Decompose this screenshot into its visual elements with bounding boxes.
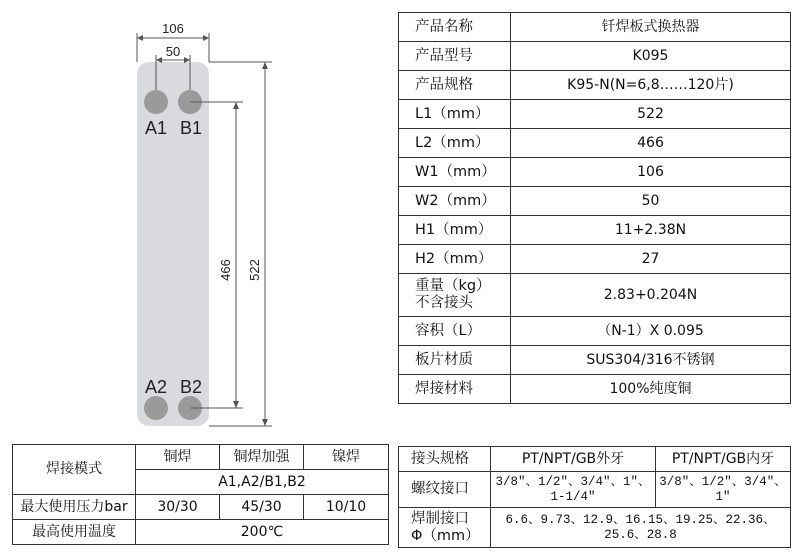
thread-external: 3/8"、1/2"、3/4"、1"、1-1/4" bbox=[491, 472, 656, 508]
port-a1-label: A1 bbox=[144, 118, 168, 138]
weight-key-line2: 不含接头 bbox=[415, 295, 473, 311]
connector-header-label: 接头规格 bbox=[399, 447, 491, 472]
spec-value: K095 bbox=[511, 42, 791, 71]
weld-col-copper: 铜焊 bbox=[136, 445, 220, 470]
spec-row bbox=[399, 100, 791, 129]
spec-row bbox=[399, 13, 791, 42]
weld-ports: A1,A2/B1,B2 bbox=[136, 470, 389, 495]
spec-key: W1（mm） bbox=[399, 158, 511, 187]
temp-label: 最高使用温度 bbox=[13, 520, 136, 545]
thread-internal: 3/8"、1/2"、3/4"、1" bbox=[656, 472, 791, 508]
connector-table bbox=[398, 446, 791, 548]
weld-mode-label: 焊接模式 bbox=[13, 445, 136, 495]
spec-row bbox=[399, 375, 791, 404]
pressure-nickel: 10/10 bbox=[304, 495, 389, 520]
spec-row bbox=[399, 216, 791, 245]
port-a1-circle bbox=[144, 90, 168, 114]
port-a2-label: A2 bbox=[144, 377, 168, 397]
spec-key: 产品名称 bbox=[399, 13, 511, 42]
weight-key-line1: 重量（kg） bbox=[415, 278, 491, 295]
connector-header-row bbox=[399, 447, 791, 472]
spec-key: L1（mm） bbox=[399, 100, 511, 129]
spec-value: （N-1）X 0.095 bbox=[511, 317, 791, 346]
spec-value: 522 bbox=[511, 100, 791, 129]
spec-row bbox=[399, 71, 791, 100]
pressure-label: 最大使用压力bar bbox=[13, 495, 136, 520]
dim-522-label: 522 bbox=[247, 259, 262, 281]
thread-label: 螺纹接口 bbox=[399, 472, 491, 508]
spec-row bbox=[399, 245, 791, 274]
spec-value: 466 bbox=[511, 129, 791, 158]
spec-key: W2（mm） bbox=[399, 187, 511, 216]
spec-key: 焊接材料 bbox=[399, 375, 511, 404]
spec-key bbox=[399, 274, 511, 317]
weld-mode-table bbox=[12, 444, 389, 545]
pressure-copper: 30/30 bbox=[136, 495, 220, 520]
spec-value: K95-N(N=6,8……120片) bbox=[511, 71, 791, 100]
spec-table bbox=[398, 12, 791, 404]
spec-value: 106 bbox=[511, 158, 791, 187]
weld-connector-label bbox=[399, 508, 491, 548]
spec-row bbox=[399, 317, 791, 346]
temp-value: 200℃ bbox=[136, 520, 389, 545]
weld-header-row bbox=[13, 445, 389, 470]
spec-value: SUS304/316不锈钢 bbox=[511, 346, 791, 375]
spec-key: 产品规格 bbox=[399, 71, 511, 100]
weld-connector-label-line2: Φ（mm） bbox=[411, 527, 480, 544]
spec-value: 100%纯度铜 bbox=[511, 375, 791, 404]
weld-connector-sizes: 6.6、9.73、12.9、16.15、19.25、22.36、25.6、28.8 bbox=[491, 508, 791, 548]
dim-466-label: 466 bbox=[218, 259, 233, 281]
spec-key: L2（mm） bbox=[399, 129, 511, 158]
connector-thread-row bbox=[399, 472, 791, 508]
weld-connector-label-line1: 焊制接口 bbox=[411, 510, 469, 527]
spec-row bbox=[399, 187, 791, 216]
connector-col-external: PT/NPT/GB外牙 bbox=[491, 447, 656, 472]
spec-key: 容积（L） bbox=[399, 317, 511, 346]
dim-w2-label: 50 bbox=[165, 44, 181, 59]
pressure-copper-plus: 45/30 bbox=[220, 495, 304, 520]
spec-row bbox=[399, 42, 791, 71]
spec-key: H1（mm） bbox=[399, 216, 511, 245]
spec-value: 50 bbox=[511, 187, 791, 216]
spec-value: 2.83+0.204N bbox=[511, 274, 791, 317]
port-a2-circle bbox=[144, 396, 168, 420]
heat-exchanger-diagram bbox=[0, 0, 390, 440]
spec-row bbox=[399, 274, 791, 317]
port-b2-label: B2 bbox=[179, 377, 203, 397]
weld-pressure-row bbox=[13, 495, 389, 520]
spec-value: 钎焊板式换热器 bbox=[511, 13, 791, 42]
spec-value: 27 bbox=[511, 245, 791, 274]
spec-row bbox=[399, 346, 791, 375]
spec-key: 板片材质 bbox=[399, 346, 511, 375]
weld-temp-row bbox=[13, 520, 389, 545]
connector-col-internal: PT/NPT/GB内牙 bbox=[656, 447, 791, 472]
weld-col-copper-plus: 铜焊加强 bbox=[220, 445, 304, 470]
plate-body bbox=[137, 62, 209, 426]
spec-row bbox=[399, 129, 791, 158]
spec-row bbox=[399, 158, 791, 187]
port-b1-label: B1 bbox=[179, 118, 203, 138]
spec-key: 产品型号 bbox=[399, 42, 511, 71]
spec-value: 11+2.38N bbox=[511, 216, 791, 245]
dim-522 bbox=[209, 62, 272, 426]
spec-key: H2（mm） bbox=[399, 245, 511, 274]
dim-w1-label: 106 bbox=[162, 21, 184, 36]
weld-col-nickel: 镍焊 bbox=[304, 445, 389, 470]
connector-weld-row bbox=[399, 508, 791, 548]
